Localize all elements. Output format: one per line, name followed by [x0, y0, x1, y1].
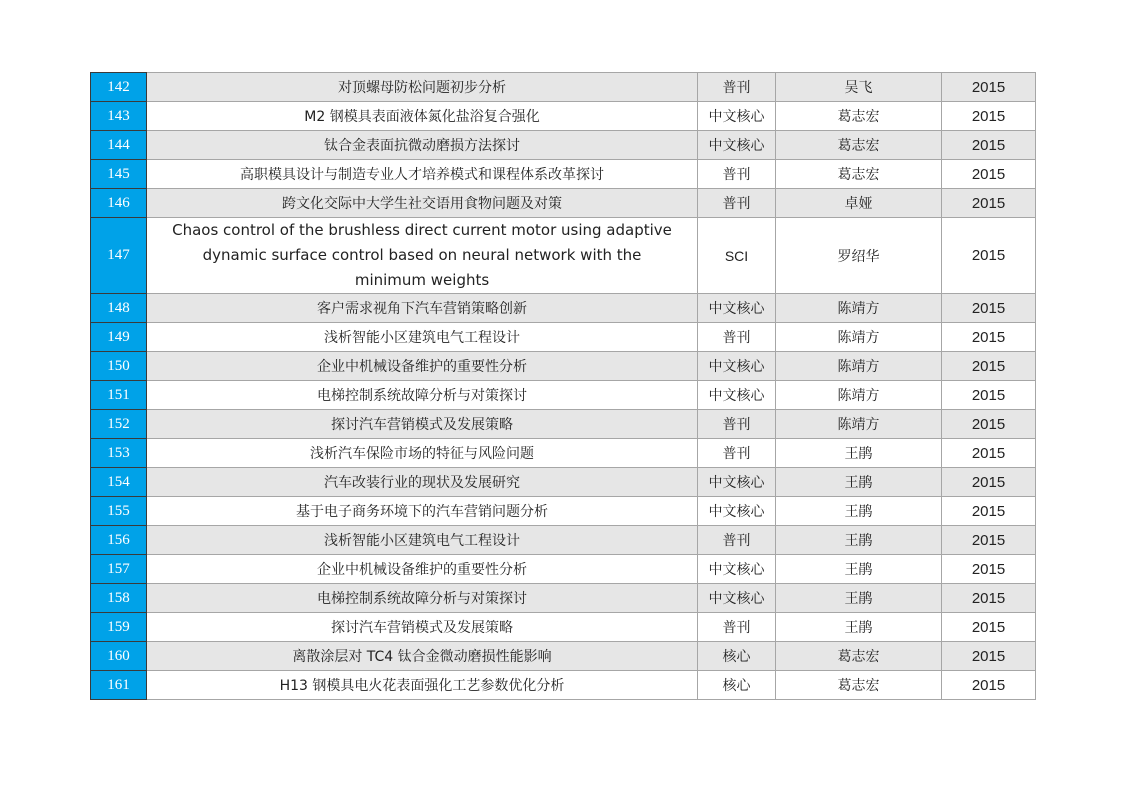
table-row	[91, 102, 1036, 131]
author-cell: 葛志宏	[776, 642, 942, 671]
author-cell: 吴飞	[776, 73, 942, 102]
table-row	[91, 160, 1036, 189]
row-number-cell: 153	[91, 439, 147, 468]
table-row	[91, 410, 1036, 439]
table-row	[91, 555, 1036, 584]
table-row	[91, 294, 1036, 323]
year-cell: 2015	[942, 160, 1036, 189]
title-cell: 企业中机械设备维护的重要性分析	[147, 352, 698, 381]
year-cell: 2015	[942, 613, 1036, 642]
table-row	[91, 584, 1036, 613]
title-cell: H13 钢模具电火花表面强化工艺参数优化分析	[147, 671, 698, 700]
author-cell: 王鹃	[776, 468, 942, 497]
year-cell: 2015	[942, 323, 1036, 352]
table-row	[91, 352, 1036, 381]
author-cell: 葛志宏	[776, 102, 942, 131]
year-cell: 2015	[942, 102, 1036, 131]
table-row	[91, 642, 1036, 671]
publication-table	[90, 72, 1036, 700]
row-number-cell: 145	[91, 160, 147, 189]
row-number-cell: 152	[91, 410, 147, 439]
row-number-cell: 160	[91, 642, 147, 671]
journal-level-cell: 中文核心	[698, 381, 776, 410]
title-cell: 浅析智能小区建筑电气工程设计	[147, 526, 698, 555]
author-cell: 陈靖方	[776, 410, 942, 439]
table-row	[91, 381, 1036, 410]
row-number-cell: 159	[91, 613, 147, 642]
journal-level-cell: 中文核心	[698, 584, 776, 613]
table-row	[91, 439, 1036, 468]
title-cell: 汽车改装行业的现状及发展研究	[147, 468, 698, 497]
row-number-cell: 144	[91, 131, 147, 160]
author-cell: 王鹃	[776, 584, 942, 613]
title-cell: 对顶螺母防松问题初步分析	[147, 73, 698, 102]
journal-level-cell: 核心	[698, 642, 776, 671]
title-cell: 电梯控制系统故障分析与对策探讨	[147, 584, 698, 613]
title-cell: 离散涂层对 TC4 钛合金微动磨损性能影响	[147, 642, 698, 671]
journal-level-cell: 普刊	[698, 613, 776, 642]
year-cell: 2015	[942, 189, 1036, 218]
author-cell: 葛志宏	[776, 671, 942, 700]
journal-level-cell: 普刊	[698, 323, 776, 352]
title-cell: 客户需求视角下汽车营销策略创新	[147, 294, 698, 323]
journal-level-cell: 中文核心	[698, 294, 776, 323]
author-cell: 陈靖方	[776, 352, 942, 381]
journal-level-cell: 普刊	[698, 189, 776, 218]
title-cell: 浅析智能小区建筑电气工程设计	[147, 323, 698, 352]
table-row	[91, 613, 1036, 642]
row-number-cell: 142	[91, 73, 147, 102]
author-cell: 葛志宏	[776, 160, 942, 189]
year-cell: 2015	[942, 381, 1036, 410]
table-row	[91, 468, 1036, 497]
year-cell: 2015	[942, 131, 1036, 160]
row-number-cell: 148	[91, 294, 147, 323]
author-cell: 陈靖方	[776, 381, 942, 410]
table-row	[91, 323, 1036, 352]
row-number-cell: 161	[91, 671, 147, 700]
row-number-cell: 154	[91, 468, 147, 497]
journal-level-cell: 中文核心	[698, 468, 776, 497]
row-number-cell: 149	[91, 323, 147, 352]
title-cell: 钛合金表面抗微动磨损方法探讨	[147, 131, 698, 160]
journal-level-cell: 中文核心	[698, 555, 776, 584]
year-cell: 2015	[942, 497, 1036, 526]
row-number-cell: 143	[91, 102, 147, 131]
year-cell: 2015	[942, 671, 1036, 700]
row-number-cell: 158	[91, 584, 147, 613]
year-cell: 2015	[942, 352, 1036, 381]
author-cell: 葛志宏	[776, 131, 942, 160]
journal-level-cell: 核心	[698, 671, 776, 700]
journal-level-cell: 中文核心	[698, 102, 776, 131]
table-row	[91, 218, 1036, 294]
year-cell: 2015	[942, 410, 1036, 439]
author-cell: 陈靖方	[776, 294, 942, 323]
row-number-cell: 155	[91, 497, 147, 526]
journal-level-cell: 普刊	[698, 410, 776, 439]
table-row	[91, 73, 1036, 102]
journal-level-cell: 普刊	[698, 526, 776, 555]
author-cell: 王鹃	[776, 439, 942, 468]
table-row	[91, 131, 1036, 160]
year-cell: 2015	[942, 73, 1036, 102]
year-cell: 2015	[942, 468, 1036, 497]
title-cell: 探讨汽车营销模式及发展策略	[147, 410, 698, 439]
title-cell: 探讨汽车营销模式及发展策略	[147, 613, 698, 642]
title-cell: 企业中机械设备维护的重要性分析	[147, 555, 698, 584]
journal-level-cell: 中文核心	[698, 352, 776, 381]
journal-level-cell: 普刊	[698, 73, 776, 102]
year-cell: 2015	[942, 294, 1036, 323]
journal-level-cell: 普刊	[698, 160, 776, 189]
title-cell: 电梯控制系统故障分析与对策探讨	[147, 381, 698, 410]
year-cell: 2015	[942, 439, 1036, 468]
table-body	[91, 73, 1036, 700]
author-cell: 王鹃	[776, 497, 942, 526]
year-cell: 2015	[942, 642, 1036, 671]
row-number-cell: 150	[91, 352, 147, 381]
row-number-cell: 157	[91, 555, 147, 584]
title-cell: 跨文化交际中大学生社交语用食物问题及对策	[147, 189, 698, 218]
row-number-cell: 146	[91, 189, 147, 218]
row-number-cell: 151	[91, 381, 147, 410]
journal-level-cell: 中文核心	[698, 131, 776, 160]
title-cell: Chaos control of the brushless direct current motor using adaptive dynamic surface control based on neural network with the minimum weights	[147, 218, 698, 294]
title-cell: M2 钢模具表面液体氮化盐浴复合强化	[147, 102, 698, 131]
author-cell: 王鹃	[776, 526, 942, 555]
table-row	[91, 671, 1036, 700]
title-cell: 高职模具设计与制造专业人才培养模式和课程体系改革探讨	[147, 160, 698, 189]
row-number-cell: 156	[91, 526, 147, 555]
author-cell: 王鹃	[776, 613, 942, 642]
row-number-cell: 147	[91, 218, 147, 294]
year-cell: 2015	[942, 218, 1036, 294]
year-cell: 2015	[942, 555, 1036, 584]
table-row	[91, 189, 1036, 218]
author-cell: 王鹃	[776, 555, 942, 584]
title-cell: 浅析汽车保险市场的特征与风险问题	[147, 439, 698, 468]
journal-level-cell: 中文核心	[698, 497, 776, 526]
journal-level-cell: SCI	[698, 218, 776, 294]
author-cell: 卓娅	[776, 189, 942, 218]
journal-level-cell: 普刊	[698, 439, 776, 468]
table-row	[91, 497, 1036, 526]
year-cell: 2015	[942, 584, 1036, 613]
title-cell: 基于电子商务环境下的汽车营销问题分析	[147, 497, 698, 526]
year-cell: 2015	[942, 526, 1036, 555]
author-cell: 罗绍华	[776, 218, 942, 294]
table-row	[91, 526, 1036, 555]
author-cell: 陈靖方	[776, 323, 942, 352]
